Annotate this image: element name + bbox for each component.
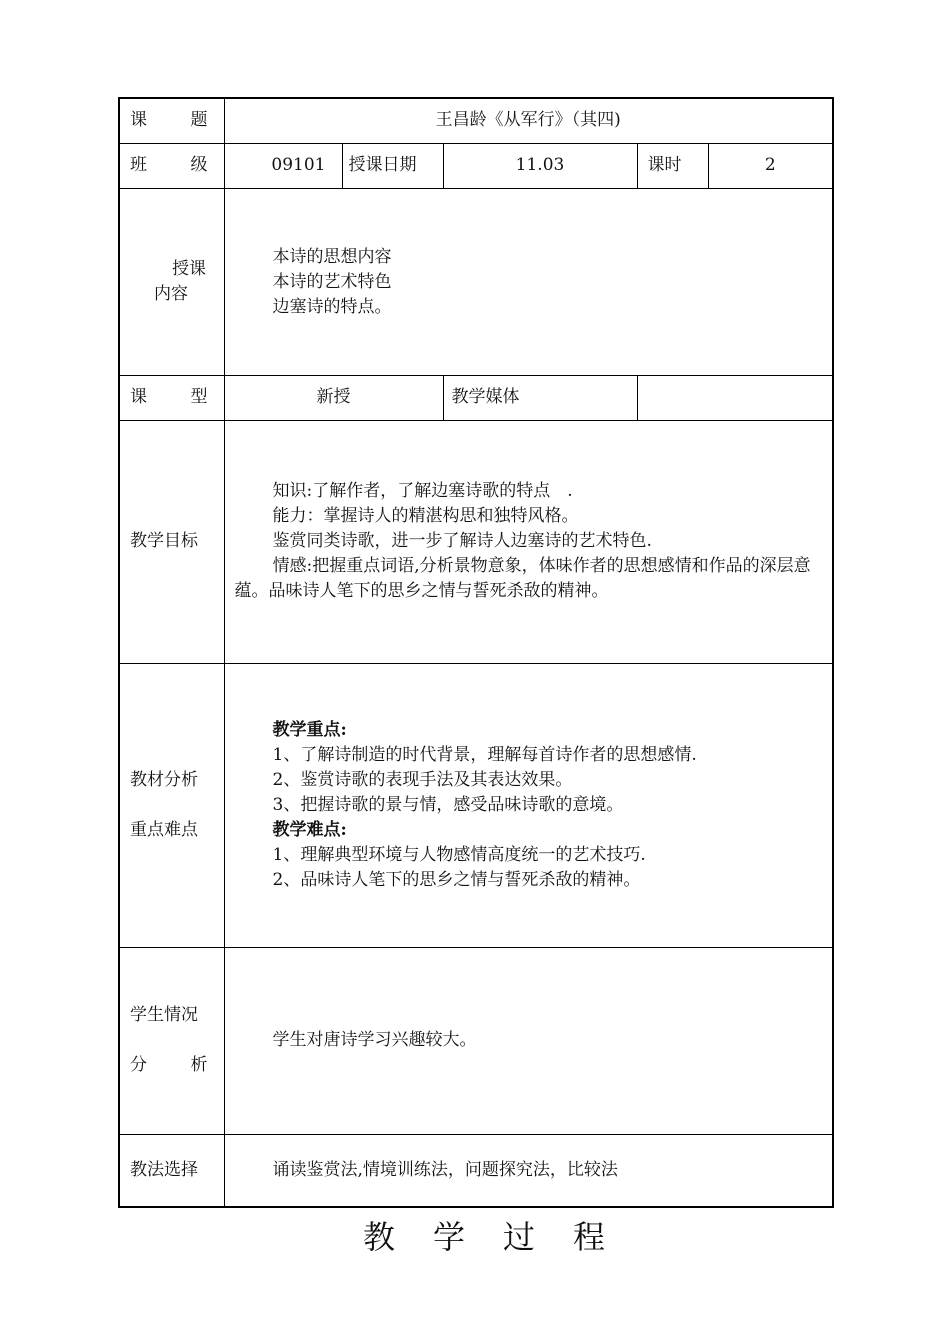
goals-row <box>119 420 833 663</box>
class-row <box>119 143 833 188</box>
hours-value: 2 <box>708 143 833 188</box>
type-value: 新授 <box>224 375 443 420</box>
students-value: 学生对唐诗学习兴趣较大。 <box>224 947 833 1134</box>
type-row <box>119 375 833 420</box>
content-label: 授课 内容 <box>119 188 224 375</box>
methods-value: 诵读鉴赏法,情境训练法，问题探究法，比较法 <box>224 1134 833 1207</box>
key-points-title: 教学重点: <box>272 719 347 740</box>
content-item: 边塞诗的特点。 <box>272 296 392 317</box>
students-label: 学生情况 分 析 <box>119 947 224 1134</box>
type-label: 课 型 <box>119 375 224 420</box>
class-value: 09101 <box>224 143 342 188</box>
key-point-item: 2、鉴赏诗歌的表现手法及其表达效果。 <box>272 769 573 790</box>
goal-line: 情感:把握重点词语,分析景物意象，体味作者的思想感情和作品的深层意蕴。品味诗人笔下的思乡之情与誓死杀敌的精神。 <box>234 556 811 601</box>
key-point-item: 1、了解诗制造的时代背景，理解每首诗作者的思想感情. <box>272 744 697 765</box>
goals-value <box>224 420 833 663</box>
date-label: 授课日期 <box>342 143 443 188</box>
hours-label: 课时 <box>637 143 708 188</box>
students-row <box>119 947 833 1134</box>
analysis-label: 教材分析 重点难点 <box>119 663 224 947</box>
media-label: 教学媒体 <box>443 375 637 420</box>
analysis-value <box>224 663 833 947</box>
goal-line: 鉴赏同类诗歌，进一步了解诗人边塞诗的艺术特色. <box>272 531 652 551</box>
class-label: 班 级 <box>119 143 224 188</box>
difficult-points-title: 教学难点: <box>272 819 347 840</box>
lesson-plan-table <box>118 97 834 1208</box>
difficult-point-item: 1、理解典型环境与人物感情高度统一的艺术技巧. <box>272 844 646 865</box>
content-item: 本诗的艺术特色 <box>272 271 392 292</box>
content-item: 本诗的思想内容 <box>272 246 392 267</box>
date-value: 11.03 <box>443 143 637 188</box>
difficult-point-item: 2、品味诗人笔下的思乡之情与誓死杀敌的精神。 <box>272 869 641 890</box>
topic-row <box>119 98 833 143</box>
key-point-item: 3、把握诗歌的景与情，感受品味诗歌的意境。 <box>272 794 624 815</box>
methods-label: 教法选择 <box>119 1134 224 1207</box>
goal-line: 知识:了解作者，了解边塞诗歌的特点 . <box>272 481 573 501</box>
section-title: 教学过程 <box>362 1218 643 1256</box>
goal-line: 能力：掌握诗人的精湛构思和独特风格。 <box>272 506 579 526</box>
goals-label: 教学目标 <box>119 420 224 663</box>
media-value <box>637 375 833 420</box>
methods-row <box>119 1134 833 1207</box>
content-value <box>224 188 833 375</box>
analysis-row <box>119 663 833 947</box>
topic-value: 王昌龄《从军行》（其四) <box>224 98 833 143</box>
content-row <box>119 188 833 375</box>
topic-label: 课 题 <box>119 98 224 143</box>
